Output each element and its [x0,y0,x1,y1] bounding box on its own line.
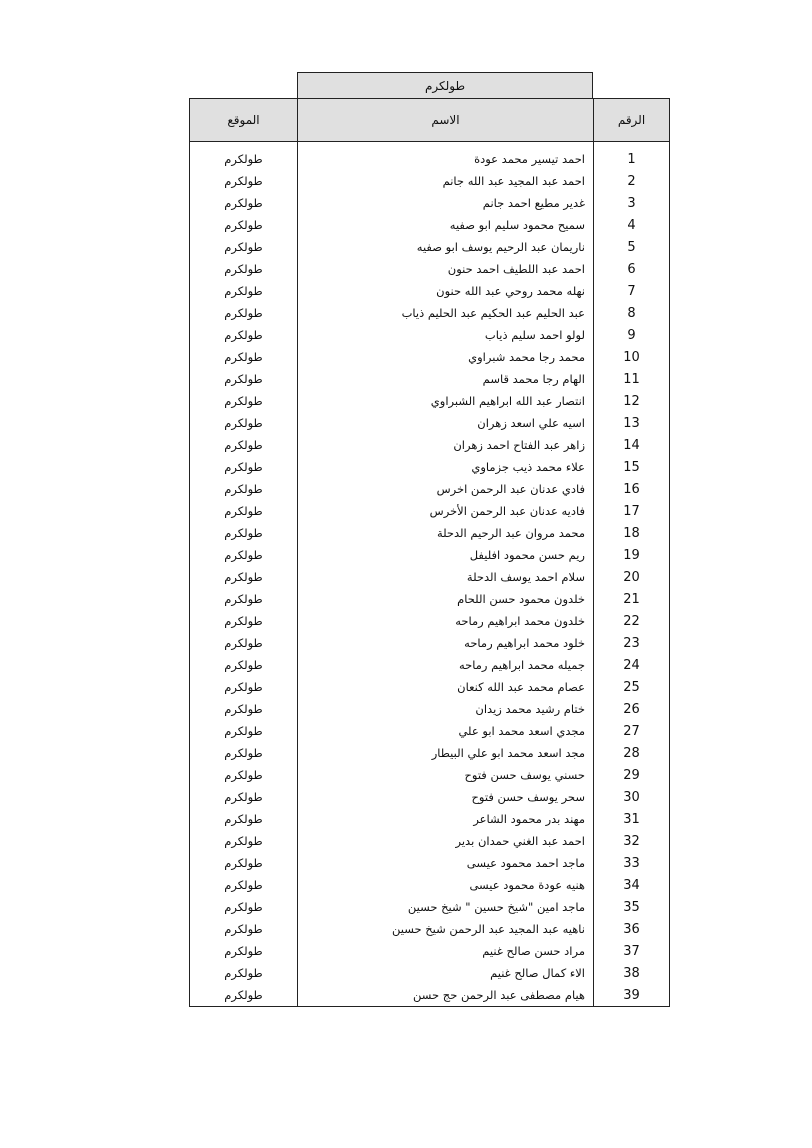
table-row [190,764,670,786]
names-table [189,98,670,1007]
location-cell: طولكرم [190,412,298,434]
number-cell: 38 [594,962,670,984]
table-row [190,324,670,346]
number-cell: 14 [594,434,670,456]
table-row [190,720,670,742]
table-row [190,258,670,280]
table-row [190,478,670,500]
name-cell: سلام احمد يوسف الدحلة [298,566,594,588]
location-cell: طولكرم [190,940,298,962]
number-cell: 5 [594,236,670,258]
location-cell: طولكرم [190,566,298,588]
location-cell: طولكرم [190,434,298,456]
table-row [190,368,670,390]
location-cell: طولكرم [190,302,298,324]
name-cell: الاء كمال صالح غنيم [298,962,594,984]
table-row [190,632,670,654]
table-row [190,808,670,830]
number-cell: 27 [594,720,670,742]
name-cell: ماجد احمد محمود عيسى [298,852,594,874]
table-row [190,896,670,918]
name-cell: فاديه عدنان عبد الرحمن الأخرس [298,500,594,522]
header-row [190,99,670,142]
table-row [190,280,670,302]
number-cell: 8 [594,302,670,324]
location-cell: طولكرم [190,918,298,940]
name-cell: عصام محمد عبد الله كنعان [298,676,594,698]
location-cell: طولكرم [190,852,298,874]
location-header: الموقع [190,99,298,142]
number-cell: 15 [594,456,670,478]
number-cell: 24 [594,654,670,676]
number-cell: 26 [594,698,670,720]
name-cell: احمد عبد اللطيف احمد حنون [298,258,594,280]
table-body [190,142,670,1007]
name-cell: الهام رجا محمد قاسم [298,368,594,390]
name-cell: سميح محمود سليم ابو صفيه [298,214,594,236]
name-cell: ماجد امين "شيخ حسين " شيخ حسين [298,896,594,918]
name-cell: غدير مطيع احمد جانم [298,192,594,214]
number-cell: 1 [594,148,670,170]
table-row [190,984,670,1007]
table-row [190,456,670,478]
location-cell: طولكرم [190,390,298,412]
number-cell: 3 [594,192,670,214]
location-cell: طولكرم [190,456,298,478]
number-cell: 28 [594,742,670,764]
table-row [190,852,670,874]
table-row [190,390,670,412]
name-cell: خلدون محمود حسن اللحام [298,588,594,610]
table-row [190,566,670,588]
number-cell: 29 [594,764,670,786]
name-cell: لولو احمد سليم ذياب [298,324,594,346]
number-cell: 13 [594,412,670,434]
table-row [190,830,670,852]
number-header: الرقم [594,99,670,142]
location-cell: طولكرم [190,830,298,852]
location-cell: طولكرم [190,610,298,632]
location-cell: طولكرم [190,280,298,302]
number-cell: 34 [594,874,670,896]
number-cell: 9 [594,324,670,346]
number-cell: 2 [594,170,670,192]
name-cell: حسني يوسف حسن فتوح [298,764,594,786]
name-cell: مجدي اسعد محمد ابو علي [298,720,594,742]
number-cell: 30 [594,786,670,808]
location-cell: طولكرم [190,808,298,830]
location-cell: طولكرم [190,258,298,280]
title-row [189,72,669,98]
name-cell: نهله محمد روحي عبد الله حنون [298,280,594,302]
name-cell: سحر يوسف حسن فتوح [298,786,594,808]
table-row [190,698,670,720]
location-cell: طولكرم [190,720,298,742]
name-cell: احمد تيسير محمد عودة [298,148,594,170]
name-cell: ناريمان عبد الرحيم يوسف ابو صفيه [298,236,594,258]
location-cell: طولكرم [190,984,298,1007]
number-cell: 12 [594,390,670,412]
table-row [190,588,670,610]
location-cell: طولكرم [190,698,298,720]
table-row [190,962,670,984]
table-row [190,786,670,808]
number-cell: 21 [594,588,670,610]
location-cell: طولكرم [190,588,298,610]
name-cell: مهند بدر محمود الشاعر [298,808,594,830]
location-cell: طولكرم [190,786,298,808]
name-cell: فادي عدنان عبد الرحمن اخرس [298,478,594,500]
number-cell: 39 [594,984,670,1007]
table-row [190,302,670,324]
table-row [190,544,670,566]
name-cell: زاهر عبد الفتاح احمد زهران [298,434,594,456]
name-cell: محمد مروان عبد الرحيم الدحلة [298,522,594,544]
number-cell: 17 [594,500,670,522]
number-cell: 31 [594,808,670,830]
location-cell: طولكرم [190,544,298,566]
table-title: طولكرم [297,72,593,98]
location-cell: طولكرم [190,478,298,500]
number-cell: 10 [594,346,670,368]
number-cell: 23 [594,632,670,654]
table-row [190,940,670,962]
name-cell: هيام مصطفى عبد الرحمن حج حسن [298,984,594,1007]
name-cell: علاء محمد ذيب جزماوي [298,456,594,478]
location-cell: طولكرم [190,654,298,676]
location-cell: طولكرم [190,742,298,764]
table-row [190,236,670,258]
name-cell: ريم حسن محمود افليفل [298,544,594,566]
number-cell: 22 [594,610,670,632]
table-row [190,214,670,236]
location-cell: طولكرم [190,192,298,214]
number-cell: 4 [594,214,670,236]
location-cell: طولكرم [190,500,298,522]
table-row [190,412,670,434]
location-cell: طولكرم [190,896,298,918]
table-row [190,500,670,522]
table-row [190,654,670,676]
table-row [190,874,670,896]
name-cell: ختام رشيد محمد زيدان [298,698,594,720]
number-cell: 18 [594,522,670,544]
location-cell: طولكرم [190,368,298,390]
table-row [190,434,670,456]
number-cell: 7 [594,280,670,302]
table-row [190,148,670,170]
number-cell: 25 [594,676,670,698]
name-cell: محمد رجا محمد شبراوي [298,346,594,368]
table-row [190,742,670,764]
table-row [190,676,670,698]
number-cell: 35 [594,896,670,918]
name-cell: مجد اسعد محمد ابو علي البيطار [298,742,594,764]
table-row [190,918,670,940]
number-cell: 19 [594,544,670,566]
location-cell: طولكرم [190,236,298,258]
table-row [190,192,670,214]
location-cell: طولكرم [190,632,298,654]
document-sheet [189,72,669,1007]
table-row [190,522,670,544]
number-cell: 37 [594,940,670,962]
name-cell: انتصار عبد الله ابراهيم الشبراوي [298,390,594,412]
name-cell: خلود محمد ابراهيم رماحه [298,632,594,654]
location-cell: طولكرم [190,324,298,346]
name-cell: خلدون محمد ابراهيم رماحه [298,610,594,632]
number-cell: 11 [594,368,670,390]
location-cell: طولكرم [190,676,298,698]
name-cell: هنيه عودة محمود عيسى [298,874,594,896]
name-cell: جميله محمد ابراهيم رماحه [298,654,594,676]
name-cell: ناهيه عبد المجيد عبد الرحمن شيخ حسين [298,918,594,940]
location-cell: طولكرم [190,874,298,896]
location-cell: طولكرم [190,962,298,984]
location-cell: طولكرم [190,522,298,544]
name-cell: عبد الحليم عبد الحكيم عبد الحليم ذياب [298,302,594,324]
table-row [190,610,670,632]
number-cell: 32 [594,830,670,852]
location-cell: طولكرم [190,148,298,170]
number-cell: 16 [594,478,670,500]
location-cell: طولكرم [190,346,298,368]
number-cell: 20 [594,566,670,588]
number-cell: 33 [594,852,670,874]
location-cell: طولكرم [190,764,298,786]
location-cell: طولكرم [190,214,298,236]
location-cell: طولكرم [190,170,298,192]
table-row [190,346,670,368]
name-header: الاسم [298,99,594,142]
name-cell: احمد عبد المجيد عبد الله جانم [298,170,594,192]
number-cell: 36 [594,918,670,940]
name-cell: احمد عبد الغني حمدان بدير [298,830,594,852]
table-row [190,170,670,192]
name-cell: اسيه علي اسعد زهران [298,412,594,434]
number-cell: 6 [594,258,670,280]
name-cell: مراد حسن صالح غنيم [298,940,594,962]
